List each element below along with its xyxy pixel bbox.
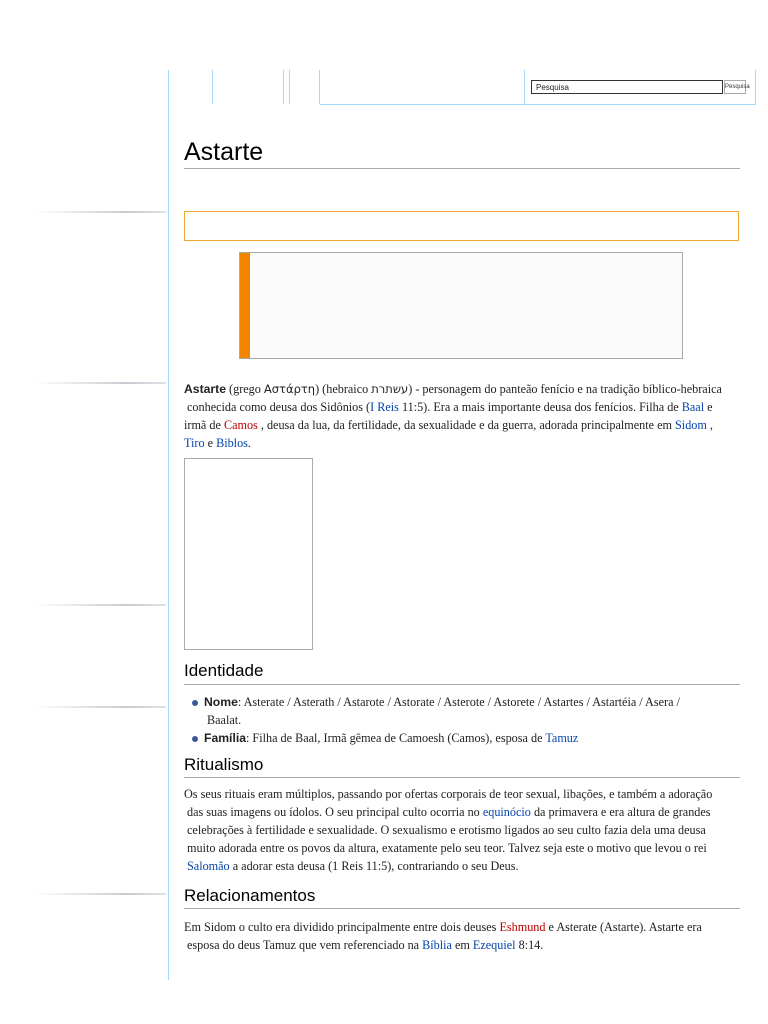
- relacionamentos-paragraph: [184, 918, 740, 954]
- intro-paragraph: [184, 380, 740, 452]
- sidebar-divider: [34, 893, 166, 895]
- link-eshmund[interactable]: Eshmund: [499, 920, 546, 934]
- text: 8:14.: [515, 938, 544, 952]
- text: da primavera e era altura de grandes: [530, 805, 711, 819]
- section-heading-relacionamentos: Relacionamentos: [184, 886, 316, 905]
- text: esposa do deus Tamuz que vem referenciado na: [187, 938, 423, 952]
- sidebar-divider: [34, 382, 166, 384]
- tab-right-edge: [755, 70, 756, 104]
- page-title: Astarte: [184, 138, 264, 166]
- search-button[interactable]: Pesquisa: [724, 80, 746, 94]
- text: e Asterate (Astarte). Astarte era: [545, 920, 702, 934]
- list-label: Nome: [204, 695, 238, 709]
- link-tiro[interactable]: Tiro: [184, 436, 205, 450]
- section-heading-ritualismo: Ritualismo: [184, 755, 264, 774]
- text: .: [247, 436, 251, 450]
- link-baal[interactable]: Baal: [681, 400, 705, 414]
- text: Baalat.: [207, 713, 242, 727]
- lead-term: Astarte: [184, 382, 226, 396]
- tab-article[interactable]: [212, 70, 213, 104]
- tab-discussion[interactable]: [283, 70, 284, 104]
- text: das suas imagens ou ídolos. O seu principal culto ocorria no: [187, 805, 483, 819]
- section-rule: [184, 908, 740, 909]
- sidebar-divider: [34, 706, 166, 708]
- section-rule: [184, 684, 740, 685]
- greek-name: Αστάρτη: [263, 382, 316, 396]
- text: Em Sidom o culto era dividido principalmente entre dois deuses: [184, 920, 500, 934]
- sidebar-divider: [34, 604, 166, 606]
- link-i-reis[interactable]: I Reis: [370, 400, 399, 414]
- text: : Asterate / Asterath / Astarote / Astorate / Asterote / Astorete / Astartes / Astartéia / Asera /: [237, 695, 680, 709]
- section-rule: [184, 777, 740, 778]
- link-equinocio[interactable]: equinócio: [482, 805, 531, 819]
- list-label: Família: [204, 731, 246, 745]
- section-heading-identidade: Identidade: [184, 661, 264, 680]
- notice-accent-bar: [240, 253, 250, 358]
- tab-read[interactable]: [319, 70, 320, 104]
- link-camos[interactable]: Camos: [223, 418, 258, 432]
- image-thumbnail[interactable]: [184, 458, 313, 650]
- left-rail-border: [168, 70, 169, 980]
- bullet-icon: [192, 700, 198, 706]
- text: , deusa da lua, da fertilidade, da sexualidade e da guerra, adorada principalmente em: [257, 418, 676, 432]
- text: irmã de: [184, 418, 224, 432]
- link-biblos[interactable]: Biblos: [216, 436, 248, 450]
- link-salomao[interactable]: Salomão: [187, 859, 230, 873]
- tab-separator: [289, 70, 290, 104]
- text: em: [451, 938, 473, 952]
- sidebar-divider: [34, 211, 166, 213]
- notice-box: [184, 211, 739, 241]
- text: muito adorada entre os povos da altura, exatamente pelo seu teor. Talvez seja este o motivo que levou o rei: [187, 841, 707, 855]
- text: e: [204, 436, 217, 450]
- text: : Filha de Baal, Irmã gêmea de Camoesh (Camos), esposa de: [246, 731, 546, 745]
- text: 11:5). Era a mais importante deusa dos fenícios. Filha de: [398, 400, 682, 414]
- search-input[interactable]: Pesquisa: [531, 80, 723, 94]
- text: celebrações à fertilidade e sexualidade. O sexualismo e erotismo ligados ao seu culto fazia dela uma deusa: [187, 823, 706, 837]
- text: a adorar esta deusa (1 Reis 11:5), contrariando o seu Deus.: [229, 859, 519, 873]
- text: e: [704, 400, 713, 414]
- maintenance-notice: [239, 252, 683, 359]
- list-item-familia: [204, 729, 724, 747]
- text: conhecida como deusa dos Sidônios (: [187, 400, 371, 414]
- text: (grego: [229, 382, 264, 396]
- text: ,: [706, 418, 713, 432]
- text: ) - personagem do panteão fenício e na tradição bíblico-hebraica: [408, 382, 722, 396]
- tab-search-area: [524, 70, 525, 104]
- link-tamuz[interactable]: Tamuz: [545, 731, 579, 745]
- text: ) (hebraico: [315, 382, 372, 396]
- link-ezequiel[interactable]: Ezequiel: [472, 938, 516, 952]
- ritualismo-paragraph: [184, 785, 740, 875]
- list-item-nome: [204, 693, 724, 729]
- bullet-icon: [192, 736, 198, 742]
- text: Os seus rituais eram múltiplos, passando por ofertas corporais de teor sexual, libações, e também a adoração: [184, 787, 713, 801]
- title-underline: [184, 168, 740, 169]
- link-biblia[interactable]: Bíblia: [422, 938, 452, 952]
- hebrew-name: עשתרת: [371, 382, 409, 396]
- link-sidom[interactable]: Sidom: [675, 418, 707, 432]
- tab-bar-underline: [320, 104, 756, 105]
